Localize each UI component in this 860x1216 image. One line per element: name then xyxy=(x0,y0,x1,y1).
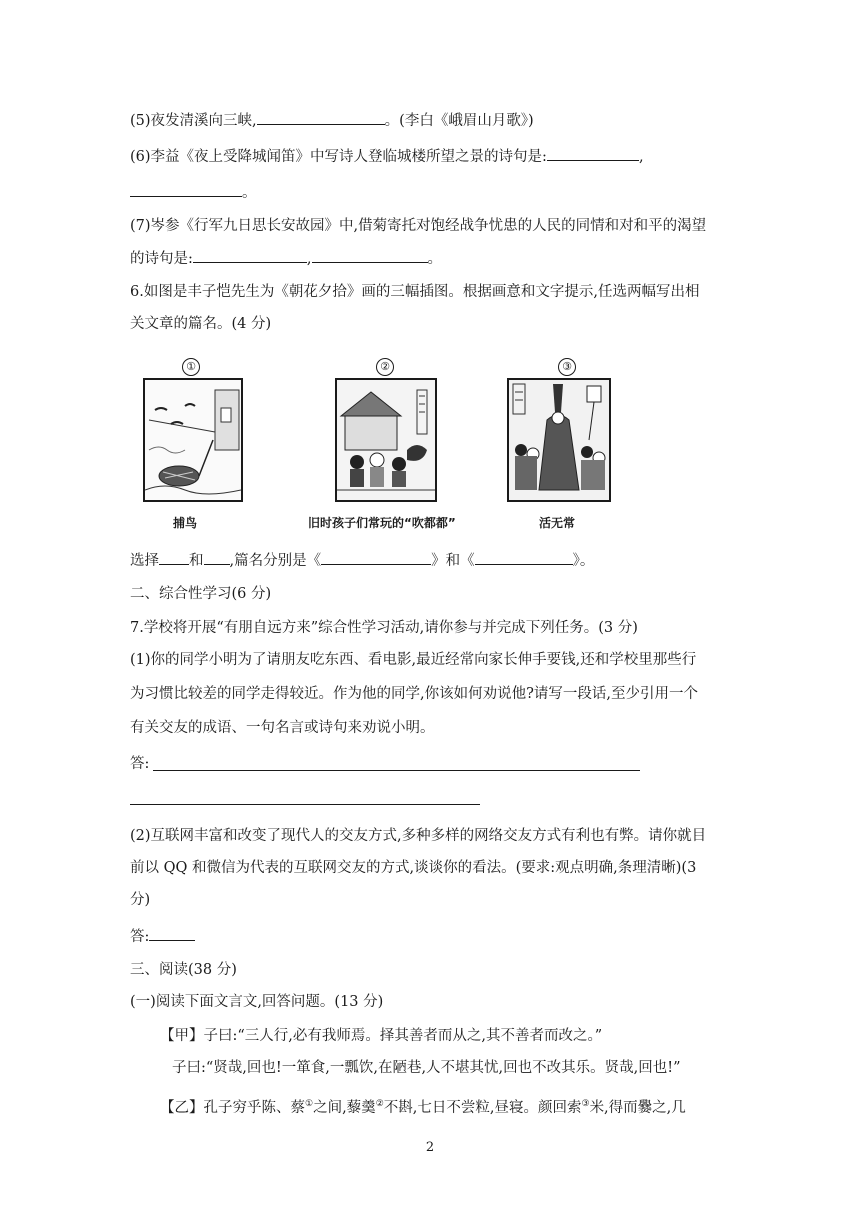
figure-answer-line xyxy=(130,550,594,571)
paragraph-line: 分) xyxy=(130,892,151,908)
text: 【乙】孔子穷乎陈、蔡 xyxy=(160,1099,305,1116)
question-7-line: (7)岑参《行军九日思长安故园》中,借菊寄托对饱经战争忧患的人民的同情和对和平的渴望 xyxy=(130,218,707,234)
wuchang-picture xyxy=(509,380,609,500)
text: 不斟,七日不尝粒,昼寝。颜回索 xyxy=(383,1099,582,1116)
panel-number: ② xyxy=(376,358,394,376)
panel-caption: 捕鸟 xyxy=(173,516,198,530)
panel-number: ① xyxy=(182,358,200,376)
panel-caption: 旧时孩子们常玩的“吹都都” xyxy=(308,516,456,530)
answer-blank[interactable] xyxy=(149,926,195,941)
answer-line[interactable] xyxy=(130,804,480,805)
text: 之间,藜羹 xyxy=(313,1099,376,1116)
answer-blank[interactable] xyxy=(257,110,385,125)
text: , xyxy=(306,251,312,267)
illustrations-figure xyxy=(135,362,655,532)
text: 选择 xyxy=(130,553,159,569)
text: 答: xyxy=(130,929,150,945)
text: 米,得而爨之,几 xyxy=(589,1099,686,1116)
subsection-heading: (一)阅读下面文言文,回答问题。(13 分) xyxy=(130,994,384,1010)
page-number: 2 xyxy=(425,1140,435,1155)
text: 。 xyxy=(242,185,257,201)
text: (6)李益《夜上受降城闻笛》中写诗人登临城楼所望之景的诗句是: xyxy=(130,149,547,165)
footnote-marker: ② xyxy=(375,1099,384,1109)
question-5-line xyxy=(130,110,534,131)
text: 》。 xyxy=(572,553,595,569)
panel-caption: 活无常 xyxy=(539,516,576,530)
question-7-continuation xyxy=(130,248,442,269)
panel-3-illustration xyxy=(507,378,611,502)
answer-blank[interactable] xyxy=(204,550,230,565)
section-heading: 二、综合性学习(6 分) xyxy=(130,586,272,602)
text: 。(李白《峨眉山月歌》) xyxy=(384,113,534,129)
panel-1-illustration xyxy=(143,378,243,502)
answer-blank[interactable] xyxy=(475,550,573,565)
question-7-title: 7.学校将开展“有朋自远方来”综合性学习活动,请你参与并完成下列任务。(3 分) xyxy=(130,620,638,636)
panel-2-illustration xyxy=(335,378,437,502)
classical-text-line: 【甲】子曰:“三人行,必有我师焉。择其善者而从之,其不善者而改之。” xyxy=(160,1028,603,1044)
text: (5)夜发清溪向三峡, xyxy=(130,113,257,129)
paragraph-line: 为习惯比较差的同学走得较近。作为他的同学,你该如何劝说他?请写一段话,至少引用一个 xyxy=(130,686,698,702)
answer-label xyxy=(130,926,195,947)
question-6-continuation xyxy=(130,182,257,203)
answer-blank[interactable] xyxy=(312,248,428,263)
text: 》和《 xyxy=(431,553,475,569)
answer-blank[interactable] xyxy=(547,146,639,161)
panel-number: ③ xyxy=(558,358,576,376)
classical-text-line xyxy=(160,1094,686,1118)
blowing-toy-picture xyxy=(337,380,435,500)
paragraph-line: 前以 QQ 和微信为代表的互联网交友的方式,谈谈你的看法。(要求:观点明确,条理清晰)(3 xyxy=(130,860,697,876)
footnote-marker: ③ xyxy=(581,1099,590,1109)
classical-text-line: 子曰:“贤哉,回也!一箪食,一瓢饮,在陋巷,人不堪其忧,回也不改其乐。贤哉,回也!” xyxy=(172,1060,681,1076)
paragraph-line: (2)互联网丰富和改变了现代人的交友方式,多种多样的网络交友方式有利也有弊。请你就目 xyxy=(130,828,707,844)
answer-blank[interactable] xyxy=(159,550,189,565)
text: 和 xyxy=(189,553,204,569)
question-6-line xyxy=(130,146,644,167)
question-6-title-cont: 关文章的篇名。(4 分) xyxy=(130,316,272,332)
text: 。 xyxy=(427,251,442,267)
answer-blank[interactable] xyxy=(321,550,431,565)
question-6-title: 6.如图是丰子恺先生为《朝花夕拾》画的三幅插图。根据画意和文字提示,任选两幅写出相 xyxy=(130,284,700,300)
text: 的诗句是: xyxy=(130,251,193,267)
text: , xyxy=(638,149,644,165)
answer-blank[interactable] xyxy=(193,248,307,263)
bird-catching-picture xyxy=(145,380,241,500)
answer-line[interactable] xyxy=(153,770,640,771)
text: ,篇名分别是《 xyxy=(229,553,322,569)
paragraph-line: (1)你的同学小明为了请朋友吃东西、看电影,最近经常向家长伸手要钱,还和学校里那些行 xyxy=(130,652,697,668)
answer-blank[interactable] xyxy=(130,182,242,197)
footnote-marker: ① xyxy=(305,1099,314,1109)
answer-label: 答: xyxy=(130,756,150,772)
paragraph-line: 有关交友的成语、一句名言或诗句来劝说小明。 xyxy=(130,720,435,736)
section-heading: 三、阅读(38 分) xyxy=(130,962,237,978)
